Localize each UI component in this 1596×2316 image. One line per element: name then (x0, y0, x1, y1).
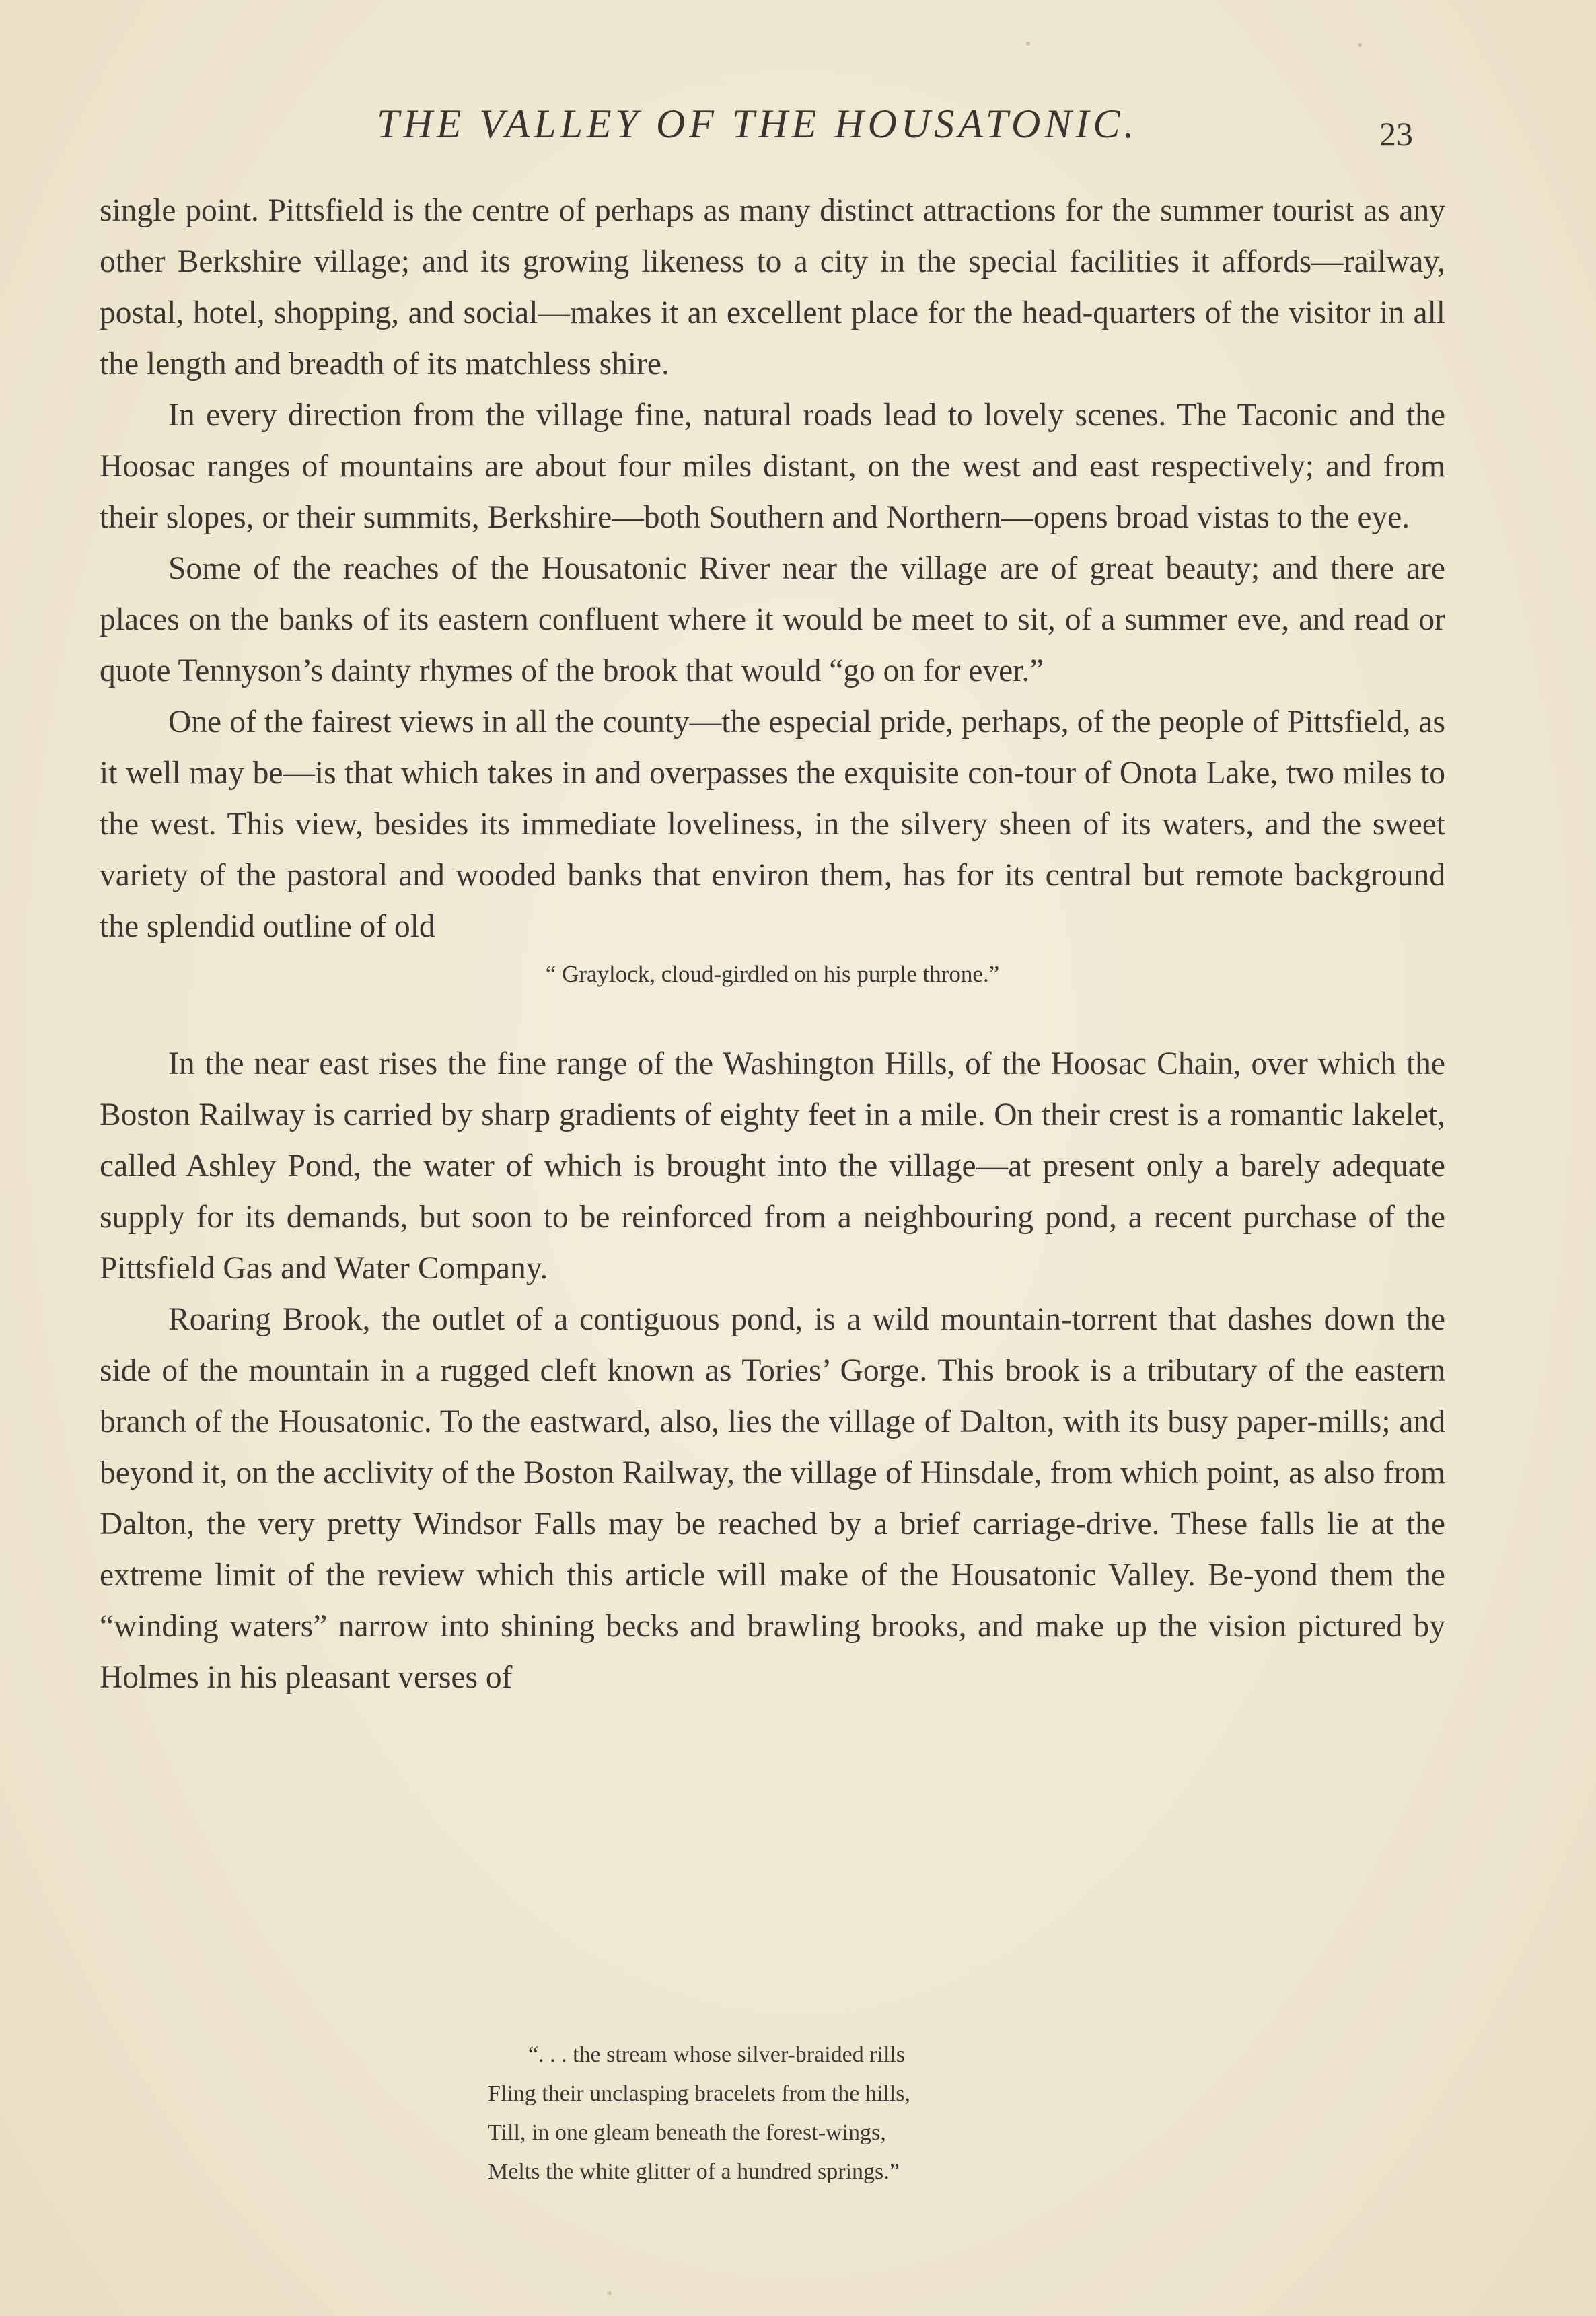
verse-quotation (488, 2035, 910, 2192)
paper-speck (1026, 42, 1030, 46)
paragraph: Roaring Brook, the outlet of a contiguous pond, is a wild mountain-torrent that dashes down the side of the mountain in a rugged cleft known as Tories’ Gorge. This brook is a tributary of the eastern branch of the Housatonic. To the eastward, also, lies the village of Dalton, with its busy paper-mills; and beyond it, on the acclivity of the Boston Railway, the village of Hinsdale, from which point, as also from Dalton, the very pretty Windsor Falls may be reached by a brief carriage-drive. These falls lie at the extreme limit of the review which this article will make of the Housatonic Valley. Be-yond them the “winding waters” narrow into shining becks and brawling brooks, and make up the vision pictured by Holmes in his pleasant verses of (100, 1302, 1445, 1695)
inline-quotation: “ Graylock, cloud-girdled on his purple throne.” (545, 961, 1000, 987)
verse-line: Fling their unclasping bracelets from the hills, (488, 2081, 910, 2106)
paragraph: In every direction from the village fine, natural roads lead to lovely scenes. The Taconic and the Hoosac ranges of mountains are about four miles distant, on the west and east respectively; and from their slopes, or their summits, Berkshire—both Southern and Northern—opens broad vistas to the eye. (100, 398, 1445, 535)
paper-speck (1358, 43, 1362, 47)
verse-line: Melts the white glitter of a hundred springs.” (488, 2159, 900, 2184)
paragraph: One of the fairest views in all the county—the especial pride, perhaps, of the people of Pittsfield, as it well may be—is that which takes in and overpasses the exquisite con-tour of Onota Lake, two miles to the west. This view, besides its immediate loveliness, in the silvery sheen of its waters, and the sweet variety of the pastoral and wooded banks that environ them, has for its central but remote background the splendid outline of old (100, 704, 1445, 944)
running-title: THE VALLEY OF THE HOUSATONIC. (377, 102, 1138, 146)
paper-speck (608, 2291, 612, 2295)
verse-line: Till, in one gleam beneath the forest-wings, (488, 2120, 886, 2145)
paragraph: Some of the reaches of the Housatonic River near the village are of great beauty; and there are places on the banks of its eastern confluent where it would be meet to sit, of a summer eve, and read or quote Tennyson’s dainty rhymes of the brook that would “go on for ever.” (100, 551, 1445, 688)
paragraph-continued: single point. Pittsfield is the centre of perhaps as many distinct attractions for the summer tourist as any other Berkshire village; and its growing likeness to a city in the special facilities it affords—railway, postal, hotel, shopping, and social—makes it an excellent place for the head-quarters of the visitor in all the length and breadth of its matchless shire. (100, 193, 1445, 382)
page-number: 23 (1379, 115, 1413, 153)
paragraph: In the near east rises the fine range of the Washington Hills, of the Hoosac Chain, over which the Boston Railway is carried by sharp gradients of eighty feet in a mile. On their crest is a romantic lakelet, called Ashley Pond, the water of which is brought into the village—at present only a barely adequate supply for its demands, but soon to be reinforced from a neighbouring pond, a recent purchase of the Pittsfield Gas and Water Company. (100, 1046, 1445, 1286)
body-text (100, 185, 1445, 1703)
verse-line: “. . . the stream whose silver-braided rills (528, 2042, 906, 2067)
